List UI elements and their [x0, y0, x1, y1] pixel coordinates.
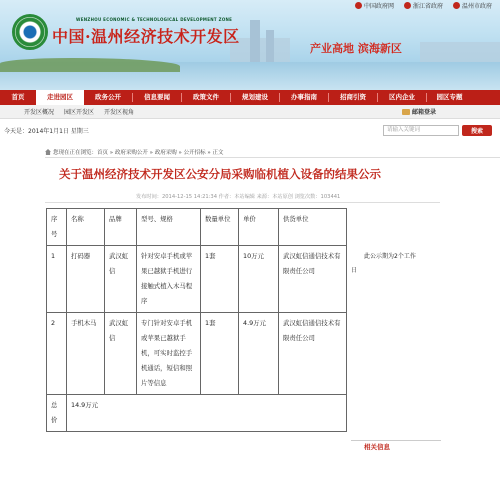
search-input[interactable]: 请输入关键词	[383, 125, 459, 136]
main-nav	[0, 90, 500, 105]
cell-no: 1	[47, 246, 67, 313]
top-link-city[interactable]: 温州市政府	[453, 1, 492, 10]
nav-home[interactable]: 首页	[11, 93, 25, 101]
nav-gov-affairs[interactable]: 政务公开	[95, 93, 121, 101]
header-cell: 供货单位	[279, 209, 347, 246]
table-header-row	[47, 209, 347, 246]
nav-investment[interactable]: 招商引资	[340, 93, 366, 101]
top-links	[355, 1, 492, 10]
subnav-overview[interactable]: 开发区概况	[24, 109, 55, 116]
cell-total-value: 14.9万元	[67, 395, 347, 432]
nav-news[interactable]: 信息要闻	[144, 93, 170, 101]
nav-planning[interactable]: 规划建设	[242, 93, 268, 101]
zone-logo-icon	[12, 14, 48, 50]
header-cell: 数量单位	[201, 209, 239, 246]
site-banner	[0, 0, 500, 90]
header-cell: 名称	[67, 209, 105, 246]
top-link-province[interactable]: 浙江省政府	[404, 1, 443, 10]
table-row	[47, 246, 347, 313]
side-note-line: 日	[351, 267, 358, 274]
article-title: 关于温州经济技术开发区公安分局采购临机植入设备的结果公示	[59, 167, 381, 181]
divider	[351, 440, 441, 441]
mail-login-link[interactable]: 邮箱登录	[402, 107, 436, 116]
cell-brand: 武汉虹信	[105, 313, 137, 395]
emblem-icon	[404, 2, 411, 9]
nav-enterprises[interactable]: 区内企业	[389, 93, 415, 101]
cell-name: 打码器	[67, 246, 105, 313]
logo-chinese: 中国·温州经济技术开发区	[52, 27, 240, 46]
header-cell: 型号、规格	[137, 209, 201, 246]
date-search-bar	[0, 122, 500, 138]
emblem-icon	[355, 2, 362, 9]
emblem-icon	[453, 2, 460, 9]
nav-policy[interactable]: 政策文件	[193, 93, 219, 101]
cell-qty: 1套	[201, 313, 239, 395]
cell-price: 4.9万元	[239, 313, 279, 395]
nav-guide[interactable]: 办事指南	[291, 93, 317, 101]
building	[250, 20, 260, 68]
cell-no: 2	[47, 313, 67, 395]
cell-supplier: 武汉虹信通信技术有限责任公司	[279, 246, 347, 313]
cell-name: 手机木马	[67, 313, 105, 395]
cell-brand: 武汉虹信	[105, 246, 137, 313]
related-info-heading[interactable]: 相关信息	[364, 443, 390, 451]
search-button[interactable]: 搜索	[462, 125, 492, 136]
logo-english: WENZHOU ECONOMIC & TECHNOLOGICAL DEVELOPMENT ZONE	[76, 17, 233, 22]
tree-line	[0, 58, 180, 72]
divider	[45, 202, 440, 203]
cell-supplier: 武汉虹信通信技术有限责任公司	[279, 313, 347, 395]
cell-total-label: 总价	[47, 395, 67, 432]
breadcrumb	[45, 147, 500, 158]
subnav-perspective[interactable]: 开发区视角	[104, 109, 135, 116]
top-link-gov[interactable]: 中国政府网	[355, 1, 394, 10]
procurement-table	[46, 208, 347, 432]
article-meta: 发布时间：2014-12-15 14:21:34 作者：本站编辑 来源：本站原创 浏览次数：103441	[136, 194, 341, 200]
cell-qty: 1套	[201, 246, 239, 313]
breadcrumb-text[interactable]: 您现在正在浏览：首页 » 政府采购公开 » 政府采购 » 公开招标 » 正文	[53, 150, 224, 156]
slogan: 产业高地 滨海新区	[310, 42, 402, 55]
nav-topics[interactable]: 园区专题	[436, 93, 463, 101]
table-row	[47, 313, 347, 395]
header-cell: 序号	[47, 209, 67, 246]
sub-nav	[0, 105, 500, 119]
nav-about-zone[interactable]: 走进园区	[36, 90, 84, 105]
cell-spec: 专门针对安卓手机或苹果已越狱手机，可实时监控手机通话，短信和照片等信息	[137, 313, 201, 395]
today-date: 今天是：2014年1月1日 星期三	[4, 128, 89, 135]
side-note-line: 此公示期为2个工作	[364, 253, 416, 260]
cell-spec: 针对安卓手机或苹果已越狱手机进行接触式植入木马程序	[137, 246, 201, 313]
cell-price: 10万元	[239, 246, 279, 313]
table-total-row	[47, 395, 347, 432]
side-note	[351, 250, 441, 278]
subnav-park[interactable]: 园区开发区	[64, 109, 95, 116]
site-logo[interactable]	[12, 14, 240, 50]
header-cell: 单价	[239, 209, 279, 246]
mail-icon	[402, 109, 410, 115]
home-icon	[45, 149, 51, 155]
header-cell: 品牌	[105, 209, 137, 246]
